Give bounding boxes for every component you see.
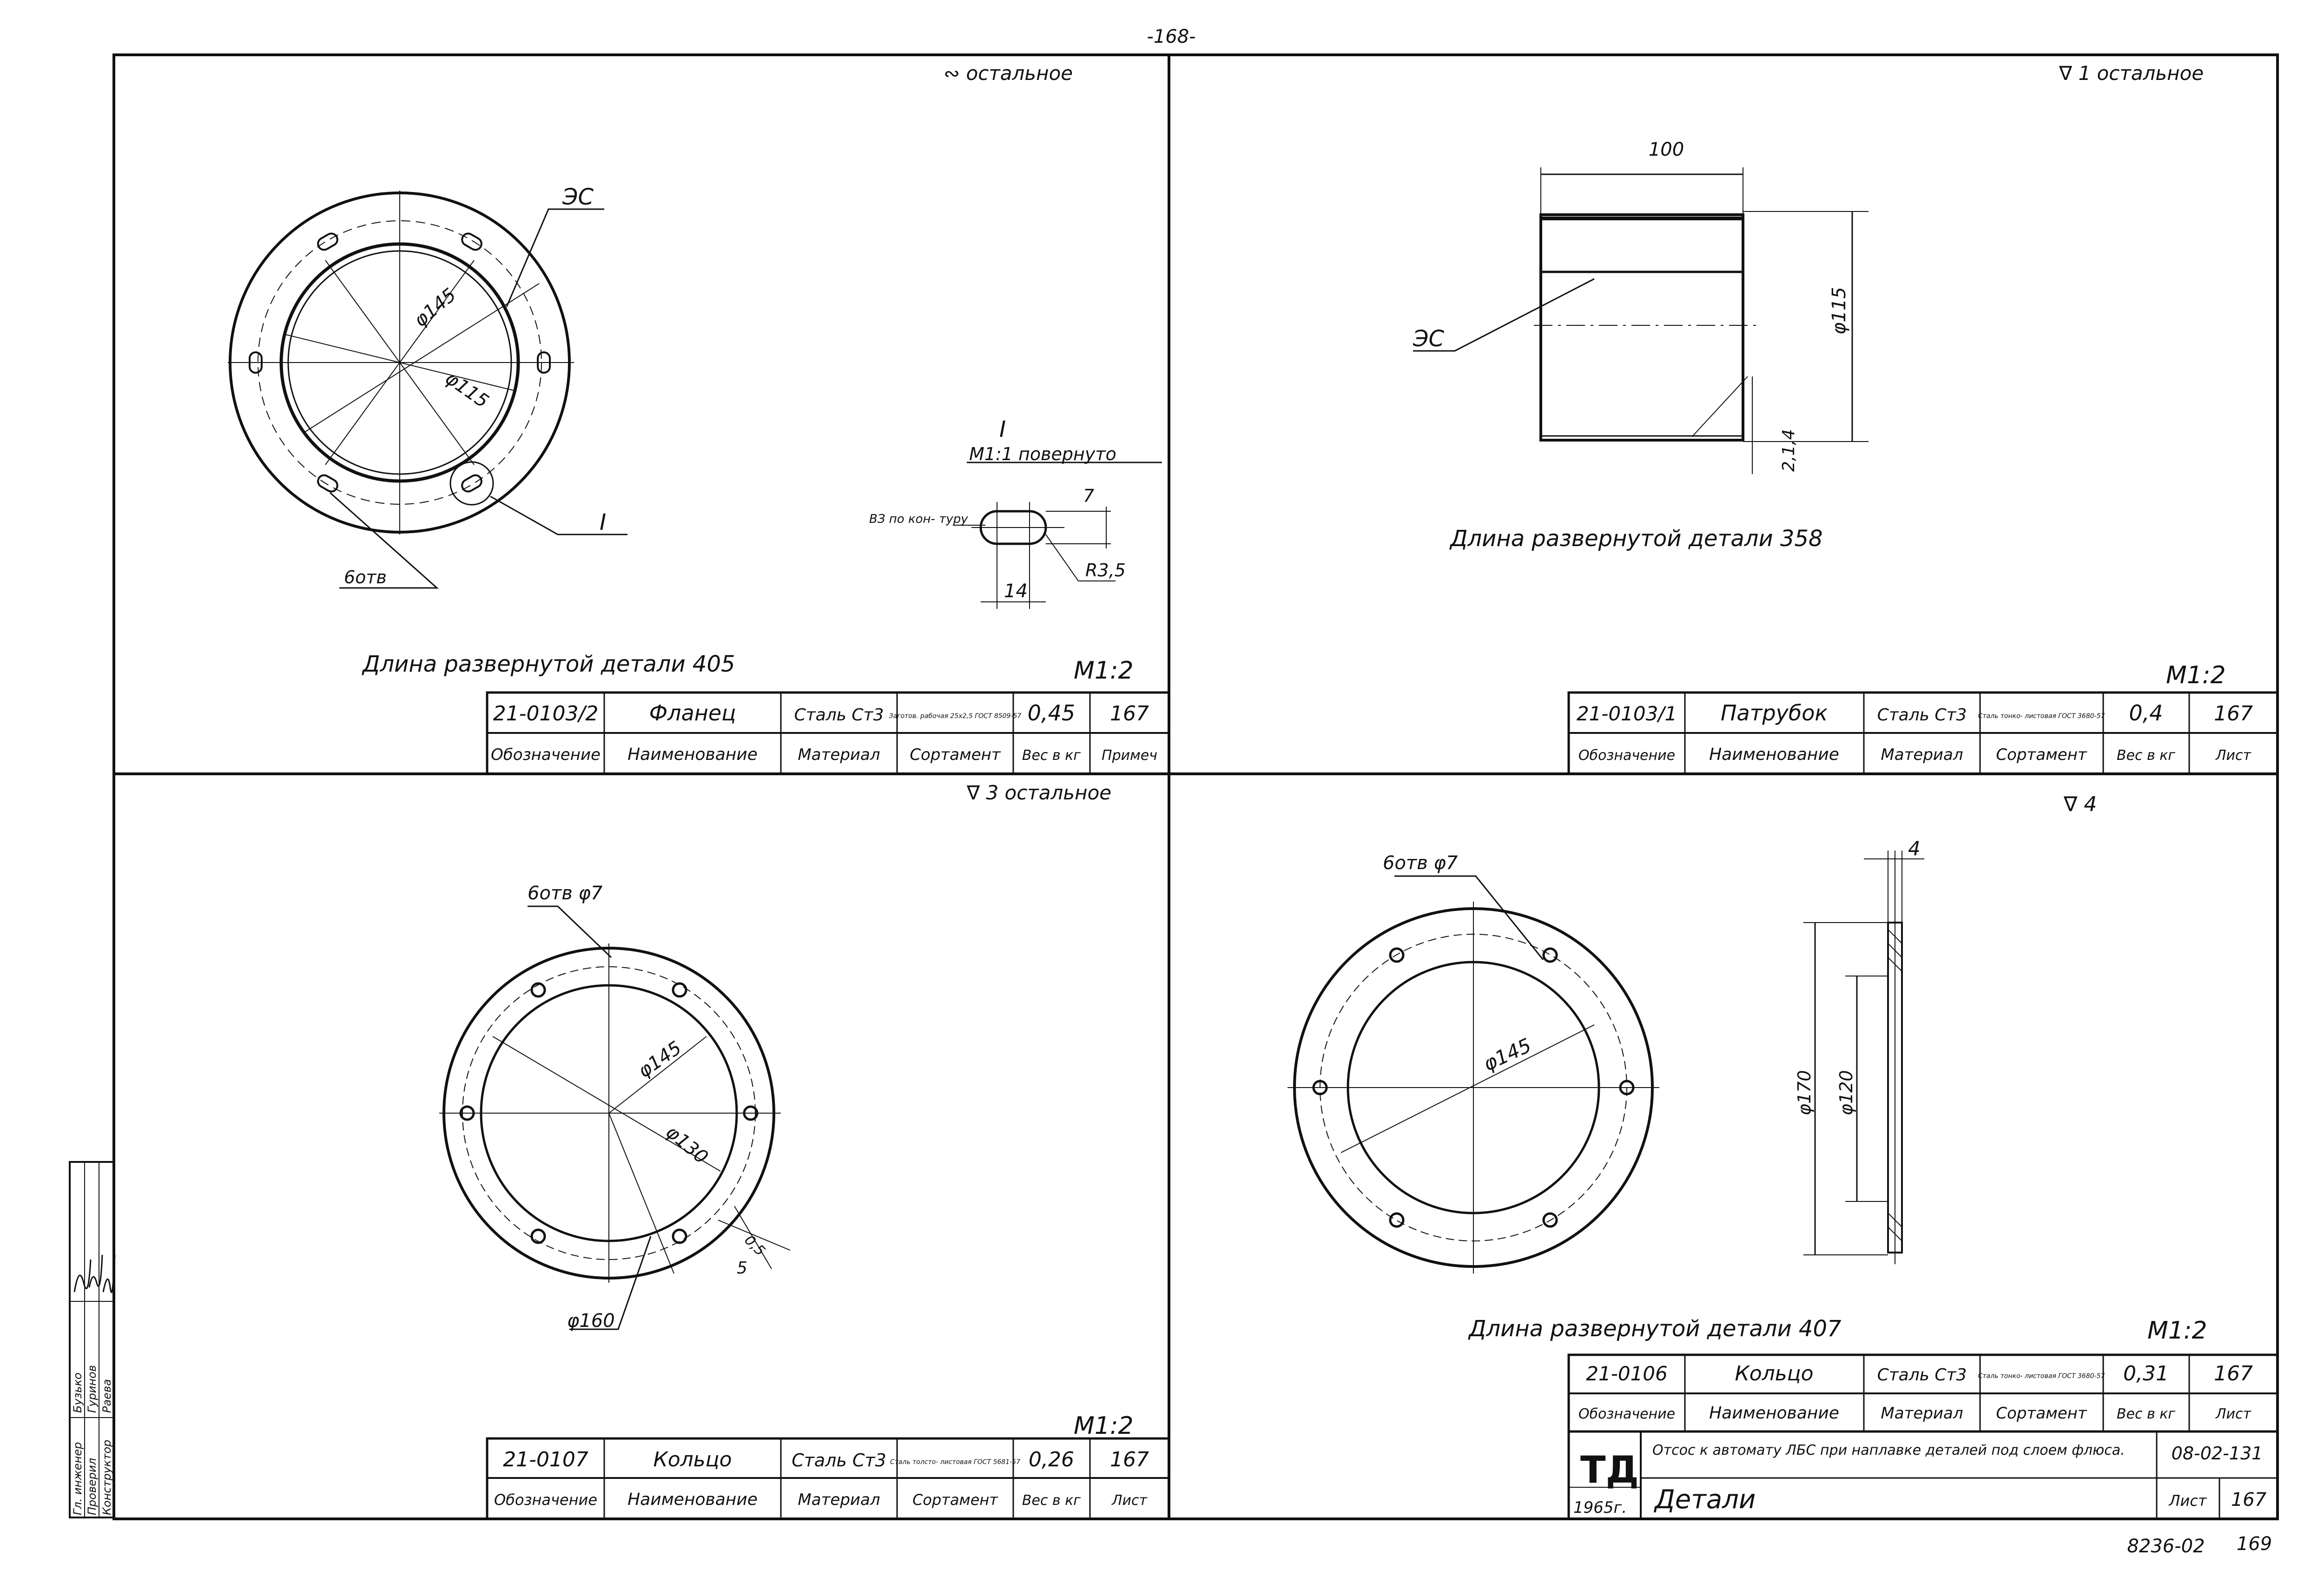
table1-head-weight: Вес в кг bbox=[1022, 747, 1081, 764]
table3-code: 21-0107 bbox=[503, 1448, 588, 1471]
table3-head-sheet: Лист bbox=[1111, 1492, 1148, 1509]
dim-145-3: φ145 bbox=[634, 1037, 686, 1082]
table1-head-assortment: Сортамент bbox=[910, 745, 1001, 764]
flange-drawing bbox=[228, 191, 627, 588]
frame bbox=[114, 55, 2278, 1519]
surface-finish-note-4: ∇ 4 bbox=[2064, 792, 2097, 816]
developed-length-2: Длина развернутой детали 358 bbox=[1450, 526, 1823, 552]
stamp-role-3: Конструктор bbox=[100, 1439, 113, 1515]
table2-material: Сталь Ст3 bbox=[1877, 706, 1967, 725]
bottom-page-number: 169 bbox=[2236, 1533, 2272, 1555]
table4-weight: 0,31 bbox=[2123, 1362, 2169, 1385]
table2-head-assortment: Сортамент bbox=[1996, 745, 2087, 764]
weld-label-2: ЭС bbox=[1413, 326, 1445, 352]
title-block-sheet-number: 167 bbox=[2231, 1489, 2267, 1511]
surface-finish-note-3: ∇ 3 остальное bbox=[967, 781, 1112, 804]
dim-120-4: φ120 bbox=[1836, 1070, 1856, 1115]
table3-head-assortment: Сортамент bbox=[912, 1491, 998, 1509]
table2-head-designation: Обозначение bbox=[1578, 747, 1676, 764]
table3-name: Кольцо bbox=[653, 1448, 732, 1471]
detail-reference: I bbox=[600, 509, 607, 535]
top-page-number: -168- bbox=[1147, 26, 1196, 47]
approval-stamp bbox=[70, 1162, 115, 1517]
table2-name: Патрубок bbox=[1720, 700, 1828, 726]
dim-small-3: 5 bbox=[737, 1259, 747, 1278]
detail-dim-14: 14 bbox=[1004, 581, 1028, 602]
scale: М1:2 bbox=[1074, 657, 1134, 685]
detail-subtitle: М1:1 повернуто bbox=[969, 444, 1116, 464]
panel-pipe bbox=[1413, 62, 2278, 774]
table3-assortment: Сталь толсто- листовая ГОСТ 5681-57 bbox=[890, 1458, 1021, 1466]
detail-dim-7: 7 bbox=[1083, 486, 1095, 506]
stamp-name-1: Бузько bbox=[71, 1372, 84, 1413]
table2-head-weight: Вес в кг bbox=[2116, 747, 2176, 764]
table4-name: Кольцо bbox=[1735, 1362, 1814, 1385]
dim-thickness: 2,1,4 bbox=[1779, 429, 1798, 472]
dim-inner-diameter: φ115 bbox=[441, 367, 493, 413]
stamp-signatures bbox=[74, 1255, 115, 1293]
title-block-logo: ТД bbox=[1580, 1448, 1639, 1491]
title-block-code: 08-02-131 bbox=[2171, 1443, 2263, 1464]
table3-head-name: Наименование bbox=[627, 1490, 758, 1509]
table3-head-designation: Обозначение bbox=[494, 1491, 598, 1509]
panel-flange bbox=[228, 62, 1169, 774]
table1-head-designation: Обозначение bbox=[491, 745, 601, 764]
pipe-drawing bbox=[1413, 167, 1868, 474]
surface-finish-note-2: ∇ 1 остальное bbox=[2059, 62, 2204, 85]
table4-code: 21-0106 bbox=[1586, 1362, 1668, 1385]
table4-sheet: 167 bbox=[2214, 1362, 2253, 1385]
dim-pipe-diameter: φ115 bbox=[1829, 287, 1850, 335]
holes-note-3: 6отв φ7 bbox=[528, 883, 603, 904]
developed-length: Длина развернутой детали 405 bbox=[363, 651, 735, 677]
table4-material: Сталь Ст3 bbox=[1877, 1366, 1967, 1385]
scale-4: М1:2 bbox=[2147, 1317, 2207, 1345]
dim-outer-diameter: φ145 bbox=[409, 284, 461, 331]
table1-code: 21-0103/2 bbox=[493, 702, 599, 726]
dim-160-3: φ160 bbox=[567, 1310, 615, 1332]
table3-head-weight: Вес в кг bbox=[1022, 1492, 1081, 1509]
panel-ring-0107 bbox=[439, 781, 1169, 1519]
dim-width: 100 bbox=[1648, 139, 1684, 160]
title-block-sheet-label: Лист bbox=[2169, 1492, 2207, 1510]
title-block-title: Детали bbox=[1655, 1484, 1756, 1515]
table2-head-name: Наименование bbox=[1709, 745, 1839, 764]
table4-head-designation: Обозначение bbox=[1578, 1406, 1676, 1422]
table1-head-note: Примеч bbox=[1102, 747, 1157, 764]
dim-145-4: φ145 bbox=[1479, 1034, 1535, 1076]
surface-finish-note: ∾ остальное bbox=[944, 62, 1073, 85]
table4-head-material: Материал bbox=[1881, 1404, 1963, 1423]
detail-radius: R3,5 bbox=[1085, 560, 1126, 581]
panel-ring-0106 bbox=[1287, 792, 2278, 1519]
table2-sheet: 167 bbox=[2214, 702, 2253, 726]
table1-name: Фланец bbox=[649, 700, 736, 726]
scale-2: М1:2 bbox=[2166, 661, 2226, 689]
table3-sheet: 167 bbox=[1110, 1448, 1149, 1471]
dim-small2-3: 0,5 bbox=[741, 1232, 768, 1260]
title-block-year: 1965г. bbox=[1573, 1498, 1627, 1517]
bottom-archive-number: 8236-02 bbox=[2127, 1536, 2205, 1557]
developed-length-4: Длина развернутой детали 407 bbox=[1469, 1316, 1842, 1342]
table3-material: Сталь Ст3 bbox=[792, 1450, 886, 1471]
detail-title: I bbox=[999, 416, 1006, 442]
table2-weight: 0,4 bbox=[2129, 700, 2163, 726]
table3-head-material: Материал bbox=[798, 1491, 880, 1509]
table3-weight: 0,26 bbox=[1029, 1448, 1074, 1471]
table1-head-name: Наименование bbox=[627, 745, 758, 764]
table1-head-material: Материал bbox=[798, 745, 880, 764]
table4-head-name: Наименование bbox=[1709, 1404, 1839, 1423]
table4-head-weight: Вес в кг bbox=[2116, 1406, 2176, 1422]
dim-130-3: φ130 bbox=[661, 1121, 712, 1168]
detail-slot-view bbox=[953, 462, 1162, 609]
table1-assortment: Заготов. рабочая 25х2,5 ГОСТ 8509-57 bbox=[889, 712, 1022, 720]
dim-170-4: φ170 bbox=[1794, 1070, 1815, 1115]
stamp-name-3: Раева bbox=[100, 1379, 113, 1413]
table2-code: 21-0103/1 bbox=[1576, 702, 1677, 725]
table4-head-sheet: Лист bbox=[2215, 1406, 2251, 1422]
dim-thickness-4: 4 bbox=[1908, 837, 1921, 860]
holes-note-4: 6отв φ7 bbox=[1383, 852, 1458, 874]
title-block-description: Отсос к автомату ЛБС при наплавке деталей под слоем флюса. bbox=[1652, 1442, 2125, 1458]
scale-3: М1:2 bbox=[1074, 1412, 1134, 1440]
holes-note: 6отв bbox=[344, 567, 387, 587]
stamp-role-2: Проверил bbox=[86, 1458, 99, 1515]
table2-head-sheet: Лист bbox=[2215, 747, 2251, 764]
table4-head-assortment: Сортамент bbox=[1996, 1404, 2087, 1423]
stamp-role-1: Гл. инженер bbox=[71, 1442, 84, 1515]
table1-material: Сталь Ст3 bbox=[794, 706, 884, 725]
stamp-name-2: Гуринов bbox=[86, 1365, 99, 1413]
detail-weld-note: ВЗ по кон- туру bbox=[869, 512, 968, 526]
table1-weight: 0,45 bbox=[1027, 700, 1076, 726]
table1-sheet: 167 bbox=[1110, 702, 1149, 726]
ring-drawing-4 bbox=[1287, 851, 1924, 1273]
weld-label: ЭС bbox=[562, 184, 594, 210]
table2-head-material: Материал bbox=[1881, 745, 1963, 764]
table4-assortment: Сталь тонко- листовая ГОСТ 3680-57 bbox=[1978, 1372, 2105, 1380]
table2-assortment: Сталь тонко- листовая ГОСТ 3680-57 bbox=[1978, 712, 2105, 720]
